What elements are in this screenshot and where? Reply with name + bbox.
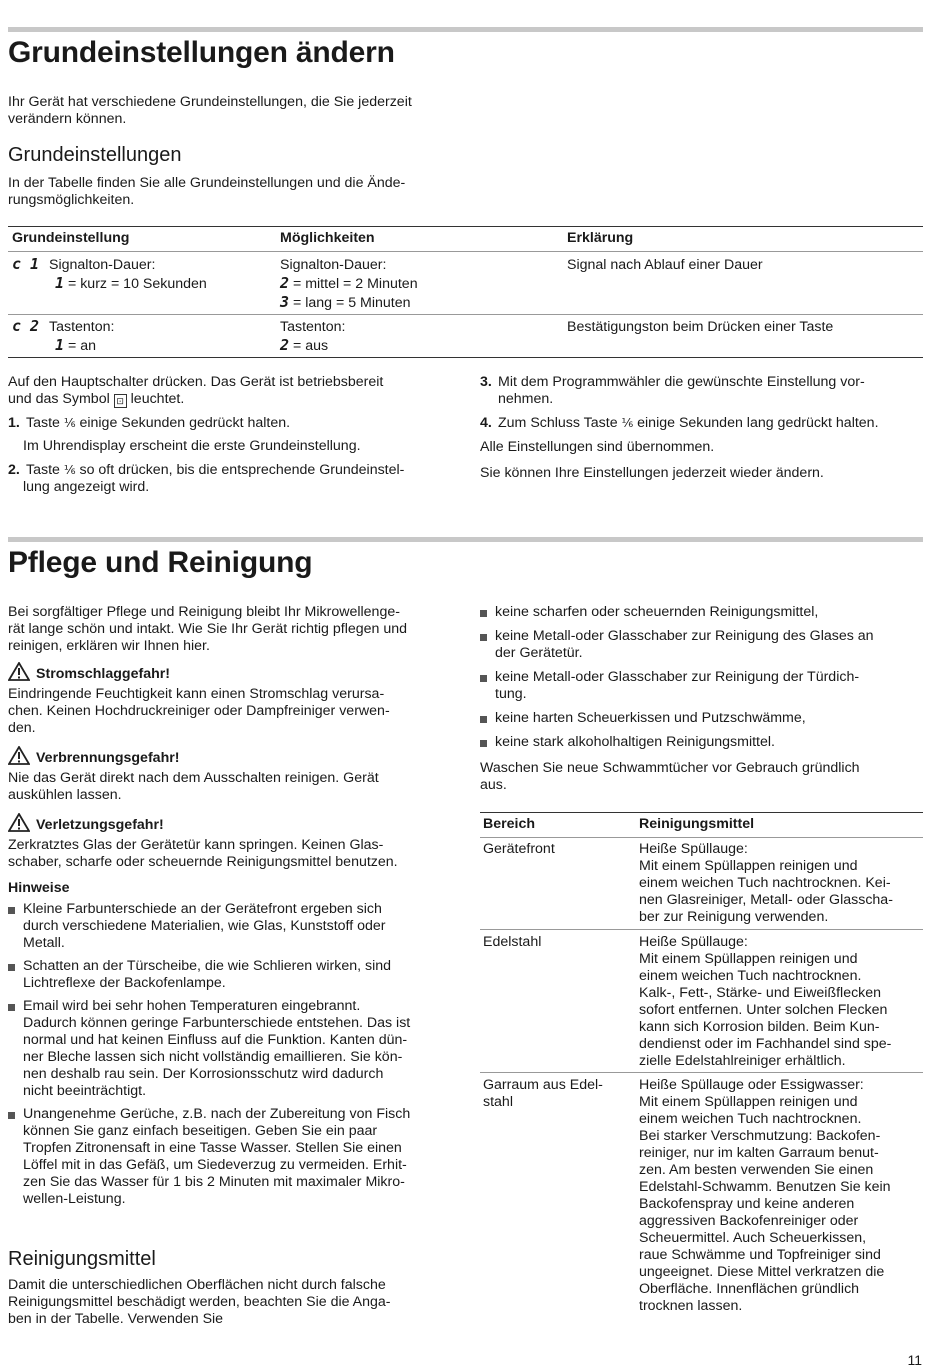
table-rule <box>8 251 923 252</box>
options-cell: Tastenton: 2 = aus <box>280 319 346 354</box>
area-cell: Edelstahl <box>483 934 542 950</box>
table-rule <box>480 837 923 838</box>
cleaning-agents-text: Damit die unterschiedlichen Oberflächen nicht durch falsche Reinigungsmittel beschädigt werden, beachten Sie die Anga- ben in der Tabelle. Verwenden Sie <box>8 1277 391 1327</box>
display-code: c 2 <box>12 317 40 335</box>
bullet <box>8 1112 15 1119</box>
agent-cell: Heiße Spüllauge: Mit einem Spüllappen reinigen und einem weichen Tuch nachtrocknen. Kei- nen Glasreiniger, Metall- oder Glasscha- ber zur Reinigung verwenden. <box>639 841 893 925</box>
care-left-column <box>8 604 458 1208</box>
section-rule <box>8 27 923 32</box>
table-row <box>12 255 39 274</box>
warning-icon <box>8 662 30 681</box>
table-rule <box>480 812 923 813</box>
options-cell: Signalton-Dauer: 2 = mittel = 2 Minuten 3 = lang = 5 Minuten <box>280 257 418 311</box>
bullet <box>8 964 15 971</box>
avoid-item: keine harten Scheuerkissen und Putzschwämme, <box>480 710 925 727</box>
note-item: Schatten an der Türscheibe, die wie Schlieren wirken, sind Lichtreflexe der Backofenlampe. <box>8 958 458 992</box>
subsection-title: Grundeinstellungen <box>8 144 182 166</box>
bullet <box>480 675 487 682</box>
oven-door-icon: ⊡ <box>114 394 127 408</box>
page-number: 11 <box>907 1352 922 1368</box>
table-rule <box>8 357 923 358</box>
table-header: Reinigungsmittel <box>639 816 755 832</box>
note-item: Unangenehme Gerüche, z.B. nach der Zubereitung von Fisch können Sie ganz einfach beseitigen. Geben Sie ein paar Tropfen Zitronensaft in eine Tasse Wasser. Stellen Sie einen Löffel mit in das Gefäß, um Siedeverzug zu vermeiden. Erhit- zen Sie das Wasser für 1 bis 2 Minuten mit maximaler Mikro- wellen-Leistung. <box>8 1106 458 1208</box>
intro-text: Ihr Gerät hat verschiedene Grundeinstellungen, die Sie jederzeit verändern können. <box>8 94 412 127</box>
table-rule <box>8 226 923 227</box>
clock-key-icon: ⅙ <box>63 463 76 477</box>
notes-heading: Hinweise <box>8 880 70 896</box>
explain-cell: Signal nach Ablauf einer Dauer <box>567 257 763 273</box>
warning-injury: Verletzungsgefahr! Zerkratztes Glas der Gerätetür kann springen. Keinen Glas- schaber, scharfe oder scheuernde Reinigungsmittel benutzen. <box>8 813 458 871</box>
area-cell: Garraum aus Edel- stahl <box>483 1077 603 1110</box>
avoid-item: keine Metall-oder Glasschaber zur Reinigung des Glases an der Gerätetür. <box>480 628 925 662</box>
area-cell: Gerätefront <box>483 841 555 857</box>
instructions-left: Auf den Hauptschalter drücken. Das Gerät ist betriebsbereit und das Symbol ⊡ leuchtet. 1. Taste ⅙ einige Sekunden gedrückt halten. Im Uhrendisplay erscheint die erste Grundeinstellung. 2. Taste ⅙ so oft drücken, bis die entsprechende Grundeinstel- lung angezeigt wird. <box>8 374 405 495</box>
table-header: Bereich <box>483 816 536 832</box>
section-rule <box>8 537 923 542</box>
setting-cell: Signalton-Dauer: 1 = kurz = 10 Sekunden <box>49 257 207 292</box>
bullet <box>480 740 487 747</box>
note-item: Email wird bei sehr hohen Temperaturen eingebrannt. Dadurch können geringe Farbunterschiede entstehen. Das ist normal und hat keinen Einfluss auf die Funktion. Kanten dün- ner Bleche lassen sich nicht vollständig emaillieren. Sie kön- nen deshalb rau sein. Der Korrosionsschutz wird dadurch nicht beeinträchtigt. <box>8 998 458 1100</box>
bullet <box>480 610 487 617</box>
bullet <box>480 716 487 723</box>
warning-burn: Verbrennungsgefahr! Nie das Gerät direkt nach dem Ausschalten reinigen. Gerät auskühlen lassen. <box>8 746 458 804</box>
agent-cell: Heiße Spüllauge oder Essigwasser: Mit einem Spüllappen reinigen und einem weichen Tuch nachtrocknen. Bei starker Verschmutzung: Backofen- reiniger, nur im kalten Garraum benut- zen. Am besten verwenden Sie einen Edelstahl-Schwamm. Benutzen Sie kein Backofenspray und keine anderen aggressiven Backofenreiniger oder Scheuermittel. Auch Scheuerkissen, raue Schwämme und Topfreiniger sind ungeeignet. Diese Mittel verkratzen die Oberfläche. Innenflächen gründlich trocknen lassen. <box>639 1077 891 1314</box>
avoid-item: keine scharfen oder scheuernden Reinigungsmittel, <box>480 604 925 621</box>
note-item: Kleine Farbunterschiede an der Gerätefront ergeben sich durch verschiedene Materialien, wie Glas, Kunststoff oder Metall. <box>8 901 458 952</box>
explain-cell: Bestätigungston beim Drücken einer Taste <box>567 319 834 335</box>
avoid-item: keine stark alkoholhaltigen Reinigungsmittel. <box>480 734 925 751</box>
clock-key-icon: ⅙ <box>63 416 76 430</box>
clock-key-icon: ⅙ <box>621 416 634 430</box>
section-title: Pflege und Reinigung <box>8 546 313 579</box>
table-rule <box>480 1072 923 1073</box>
bullet <box>480 634 487 641</box>
subsection-title: Reinigungsmittel <box>8 1248 156 1270</box>
wash-note: Waschen Sie neue Schwammtücher vor Gebrauch gründlich aus. <box>480 760 860 793</box>
table-row <box>12 317 39 336</box>
care-intro: Bei sorgfältiger Pflege und Reinigung bleibt Ihr Mikrowellenge- rät lange schön und intakt. Wie Sie Ihr Gerät richtig pflegen und reinigen, erklären wir Ihnen hier. <box>8 604 408 654</box>
subsection-text: In der Tabelle finden Sie alle Grundeinstellungen und die Ände- rungsmöglichkeiten. <box>8 175 406 208</box>
warning-icon <box>8 813 30 832</box>
section-title: Grundeinstellungen ändern <box>8 36 395 69</box>
avoid-item: keine Metall-oder Glasschaber zur Reinigung der Türdich- tung. <box>480 669 925 703</box>
bullet <box>8 1004 15 1011</box>
table-header: Erklärung <box>567 230 634 246</box>
display-code: c 1 <box>12 255 40 273</box>
table-rule <box>8 314 923 315</box>
warning-electric: Stromschlaggefahr! Eindringende Feuchtigkeit kann einen Stromschlag verursa- chen. Keinen Hochdruckreiniger oder Dampfreiniger verwen- den. <box>8 662 458 737</box>
setting-cell: Tastenton: 1 = an <box>49 319 115 354</box>
care-right-column <box>480 604 925 794</box>
table-rule <box>480 929 923 930</box>
bullet <box>8 907 15 914</box>
table-header: Grundeinstellung <box>12 230 130 246</box>
instructions-right: 3. Mit dem Programmwähler die gewünschte Einstellung vor- nehmen. 4. Zum Schluss Taste ⅙ einige Sekunden lang gedrückt halten. Alle Einstellungen sind übernommen. Sie können Ihre Einstellungen jederzeit wieder ändern. <box>480 374 879 481</box>
table-header: Möglichkeiten <box>280 230 375 246</box>
agent-cell: Heiße Spüllauge: Mit einem Spüllappen reinigen und einem weichen Tuch nachtrocknen. Kalk-, Fett-, Stärke- und Eiweißflecken sofort entfernen. Unter solchen Flecken kann sich Korrosion bilden. Beim Kun- dendienst oder im Fachhandel sind spe- zielle Edelstahlreiniger erhältlich. <box>639 934 892 1069</box>
warning-icon <box>8 746 30 765</box>
